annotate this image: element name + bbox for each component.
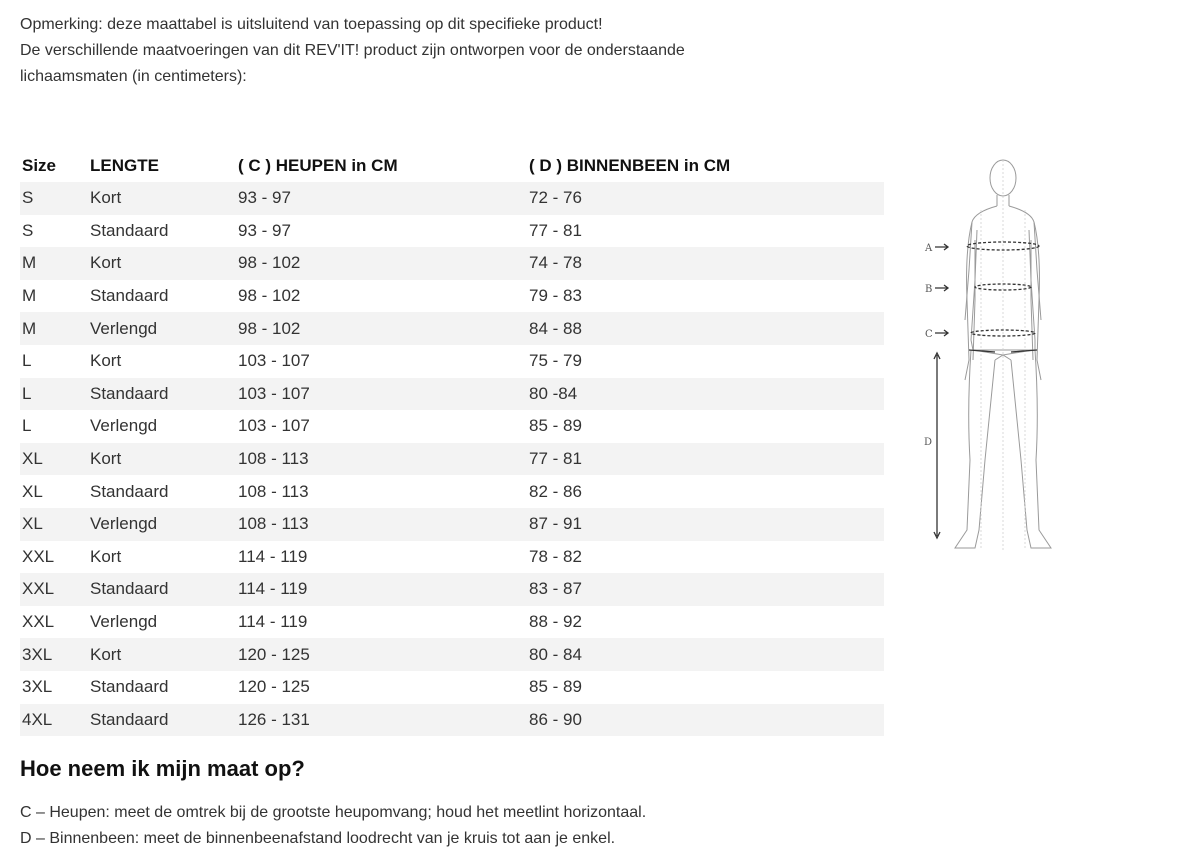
cell-hips: 93 - 97 [238,220,291,240]
cell-size: XL [20,508,88,541]
cell-length: Standaard [90,220,169,240]
cell-hips: 114 - 119 [236,573,527,606]
table-row [20,475,884,508]
howto-line-c: C – Heupen: meet de omtrek bij de grootste heupomvang; houd het meetlint horizontaal. [20,804,647,821]
table-header-row [20,150,884,182]
cell-size: L [22,416,32,436]
table-row [20,606,884,639]
cell-hips: 98 - 102 [238,286,301,306]
howto-title: Hoe neem ik mijn maat op? [20,756,305,781]
label-b: B [925,284,933,295]
cell-inseam: 77 - 81 [527,443,884,476]
header-hips: ( C ) HEUPEN in CM [238,156,398,175]
cell-length: Standaard [90,481,169,501]
cell-hips: 120 - 125 [238,677,310,697]
header-inseam: ( D ) BINNENBEEN in CM [529,156,731,175]
table-row [20,541,884,574]
cell-inseam: 82 - 86 [529,481,582,501]
cell-inseam: 87 - 91 [527,508,884,541]
cell-inseam: 88 - 92 [529,612,582,632]
cell-length: Kort [88,443,236,476]
table-row [20,182,884,215]
table-row [20,508,884,541]
cell-size: 3XL [20,638,88,671]
cell-hips: 108 - 113 [236,443,527,476]
cell-inseam: 78 - 82 [529,546,582,566]
cell-inseam: 85 - 89 [529,416,582,436]
cell-size: M [20,247,88,280]
cell-size: 3XL [22,677,53,697]
intro-line-2: De verschillende maatvoeringen van dit REV'IT! product zijn ontworpen voor de onderstaande [20,42,685,59]
cell-inseam: 79 - 83 [529,286,582,306]
table-row [20,247,884,280]
cell-hips: 103 - 107 [238,416,310,436]
cell-length: Standaard [88,573,236,606]
cell-inseam: 83 - 87 [527,573,884,606]
label-d: D [924,437,933,448]
cell-length: Kort [90,351,122,371]
cell-length: Standaard [90,677,169,697]
cell-size: XXL [20,573,88,606]
cell-size: 4XL [20,704,88,737]
intro-line-3: lichaamsmaten (in centimeters): [20,68,247,85]
header-size: Size [22,156,57,175]
cell-hips: 126 - 131 [236,704,527,737]
cell-size: XXL [22,546,55,566]
cell-size: L [20,378,88,411]
cell-hips: 93 - 97 [236,182,527,215]
cell-inseam: 85 - 89 [529,677,582,697]
howto-line-d: D – Binnenbeen: meet de binnenbeenafstand loodrecht van je kruis tot aan je enkel. [20,830,616,847]
cell-inseam: 75 - 79 [529,351,582,371]
cell-length: Kort [88,247,236,280]
cell-length: Verlengd [90,416,158,436]
body-measurement-figure-icon [915,150,1075,560]
table-row [20,443,884,476]
table-row [20,345,884,378]
size-table [20,150,884,736]
table-row [20,312,884,345]
size-table-body [20,182,884,736]
cell-size: S [22,220,34,240]
label-c: C [925,329,933,340]
cell-hips: 114 - 119 [238,612,308,632]
cell-size: XXL [22,612,55,632]
cell-hips: 108 - 113 [236,508,527,541]
intro-note [20,12,880,90]
cell-hips: 103 - 107 [236,378,527,411]
cell-hips: 114 - 119 [238,546,308,566]
cell-hips: 98 - 102 [236,247,527,280]
cell-inseam: 72 - 76 [527,182,884,215]
cell-hips: 108 - 113 [238,481,309,501]
cell-inseam: 86 - 90 [527,704,884,737]
table-row [20,378,884,411]
cell-size: XL [20,443,88,476]
cell-length: Kort [88,182,236,215]
header-length: LENGTE [90,156,159,175]
cell-size: L [22,351,32,371]
howto-instructions [20,800,646,852]
cell-size: M [20,312,88,345]
cell-length: Verlengd [88,508,236,541]
cell-inseam: 74 - 78 [527,247,884,280]
cell-size: M [22,286,37,306]
cell-length: Standaard [90,286,169,306]
cell-inseam: 80 -84 [527,378,884,411]
intro-line-1: Opmerking: deze maattabel is uitsluitend van toepassing op dit specifieke product! [20,16,603,33]
table-row [20,280,884,313]
label-a: A [925,243,933,254]
cell-hips: 120 - 125 [236,638,527,671]
cell-length: Verlengd [88,312,236,345]
cell-inseam: 84 - 88 [527,312,884,345]
cell-hips: 103 - 107 [238,351,310,371]
cell-hips: 98 - 102 [236,312,527,345]
cell-length: Kort [90,546,122,566]
table-row [20,215,884,248]
table-row [20,573,884,606]
table-row [20,638,884,671]
table-row [20,704,884,737]
cell-size: S [20,182,88,215]
cell-length: Kort [88,638,236,671]
table-row [20,410,884,443]
cell-inseam: 77 - 81 [529,220,582,240]
cell-length: Standaard [88,378,236,411]
cell-length: Standaard [88,704,236,737]
table-row [20,671,884,704]
cell-inseam: 80 - 84 [527,638,884,671]
cell-size: XL [22,481,43,501]
cell-length: Verlengd [90,612,158,632]
